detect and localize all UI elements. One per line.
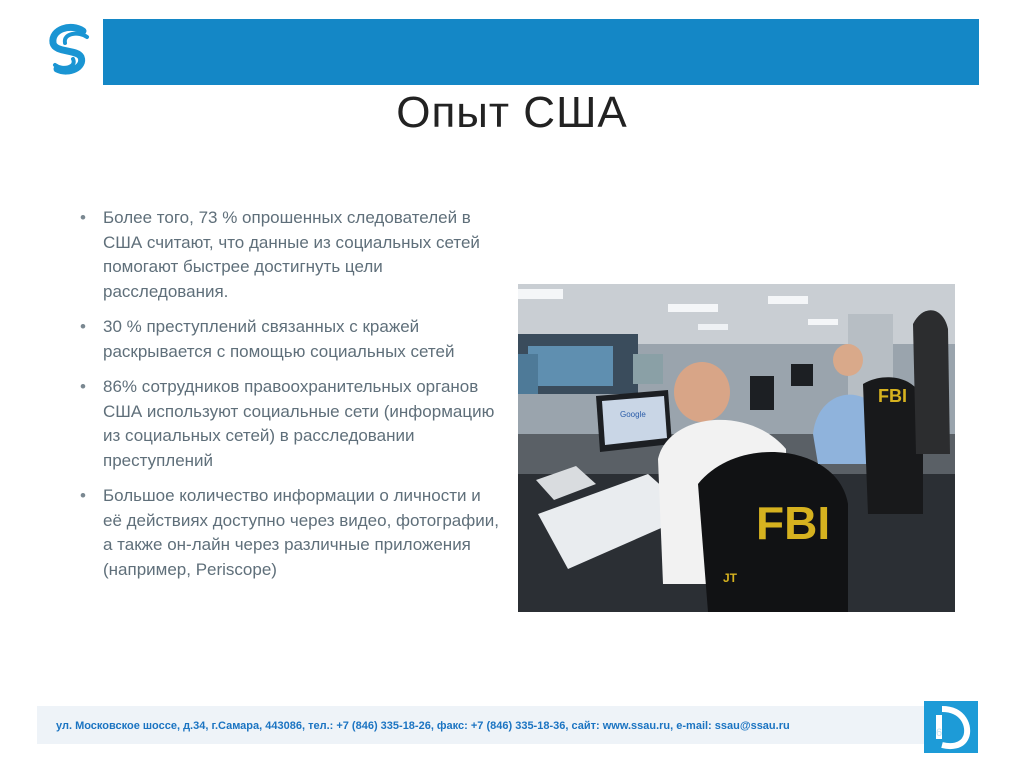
page-title: Опыт США <box>396 88 628 137</box>
bullet-icon: • <box>80 317 86 336</box>
bullet-text: 86% сотрудников правоохранительных органов США используют социальные сети (информацию из социальных сетей) в расследовании преступлений <box>103 377 495 470</box>
bullet-item <box>80 484 500 582</box>
ssau-d-logo-icon <box>924 701 978 753</box>
fbi-office-photo <box>518 284 955 612</box>
bullet-text: Более того, 73 % опрошенных следователей в США считают, что данные из социальных сетей помогают быстрее достигнуть цели расследования. <box>103 208 480 301</box>
chair-label: FBI <box>878 386 907 406</box>
ssau-logo-icon <box>37 19 103 85</box>
bullet-item <box>80 206 500 304</box>
bullet-item <box>80 375 500 473</box>
screen-word: Google <box>620 410 646 419</box>
bullet-icon: • <box>80 208 86 227</box>
jacket-sub-label: JT <box>723 571 738 585</box>
bullet-list <box>80 206 500 593</box>
bullet-icon: • <box>80 377 86 396</box>
jacket-label: FBI <box>756 497 831 549</box>
bullet-text: Большое количество информации о личности и её действиях доступно через видео, фотографии, а также он-лайн через различные приложения (например, Periscope) <box>103 486 499 579</box>
bullet-text: 30 % преступлений связанных с кражей раскрывается с помощью социальных сетей <box>103 317 455 361</box>
footer-contact: ул. Московское шоссе, д.34, г.Самара, 443086, тел.: +7 (846) 335-18-26, факс: +7 (846) 335-18-36, сайт: www.ssau.ru, e-mail: ssau@ssau.ru <box>56 720 790 732</box>
bullet-icon: • <box>80 486 86 505</box>
bullet-item <box>80 315 500 364</box>
page-number: 6 <box>936 727 943 739</box>
header-bar <box>37 19 979 85</box>
